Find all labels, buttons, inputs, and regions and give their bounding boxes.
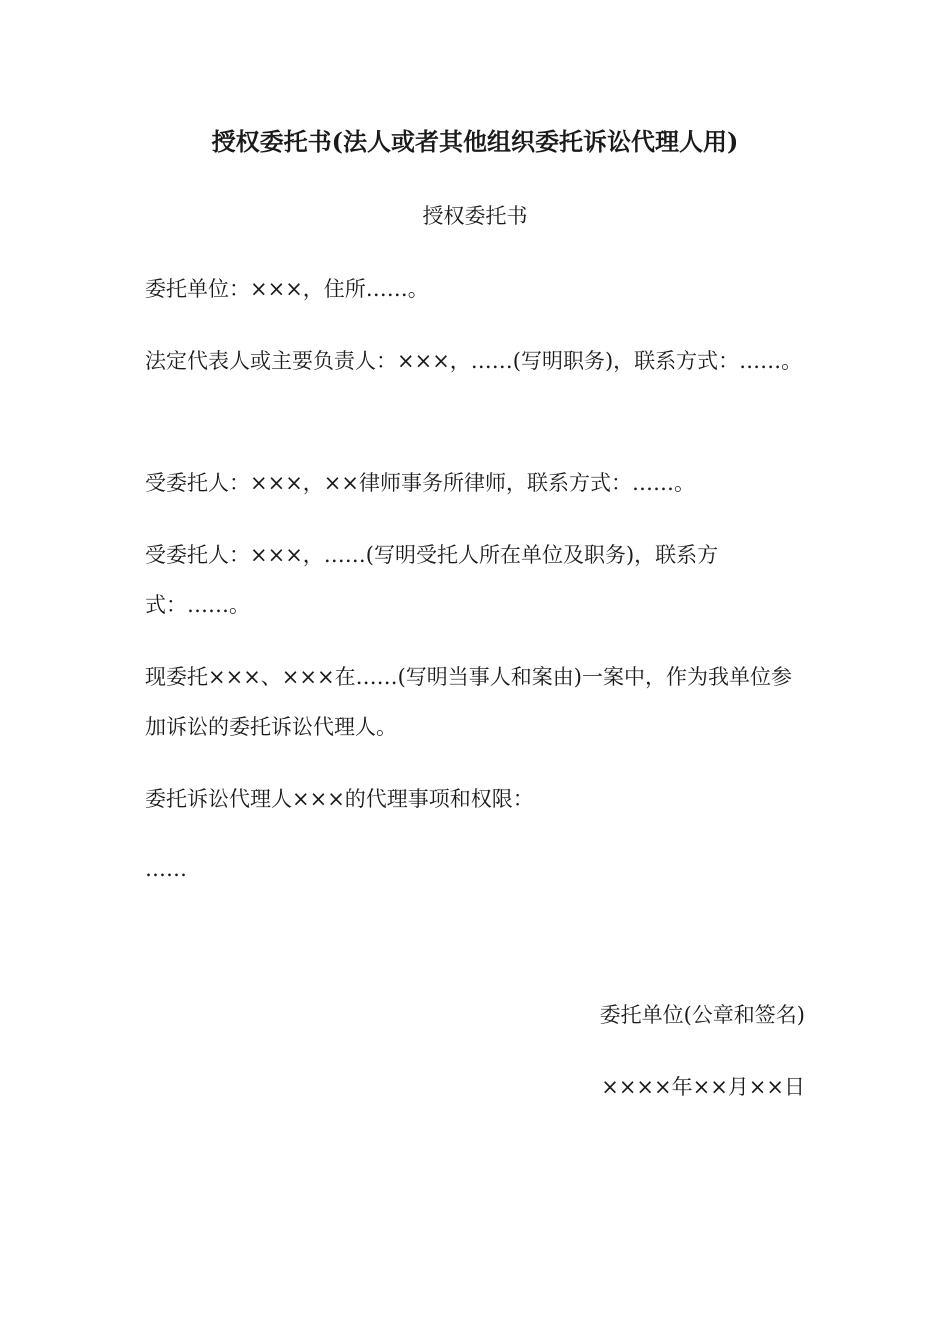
paragraph-agent-staff: 受委托人：×××，……(写明受托人所在单位及职务)，联系方式：……。 bbox=[145, 543, 719, 617]
paragraph-scope-content: …… bbox=[145, 857, 187, 881]
signature-line: 委托单位(公章和签名) bbox=[599, 1003, 805, 1027]
paragraph-entrustment: 现委托×××、×××在……(写明当事人和案由)一案中，作为我单位参加诉讼的委托诉讼代理人。 bbox=[145, 665, 792, 739]
paragraph-legal-representative: 法定代表人或主要负责人：×××，……(写明职务)，联系方式：……。 bbox=[145, 349, 803, 373]
document-title: 授权委托书(法人或者其他组织委托诉讼代理人用) bbox=[211, 127, 739, 156]
paragraph-scope-heading: 委托诉讼代理人×××的代理事项和权限： bbox=[145, 787, 534, 811]
paragraph-entrusting-unit: 委托单位：×××，住所……。 bbox=[145, 277, 429, 301]
document-subtitle: 授权委托书 bbox=[422, 204, 528, 228]
date-line: ××××年××月××日 bbox=[601, 1075, 805, 1099]
paragraph-agent-lawyer: 受委托人：×××，××律师事务所律师，联系方式：……。 bbox=[145, 471, 695, 495]
